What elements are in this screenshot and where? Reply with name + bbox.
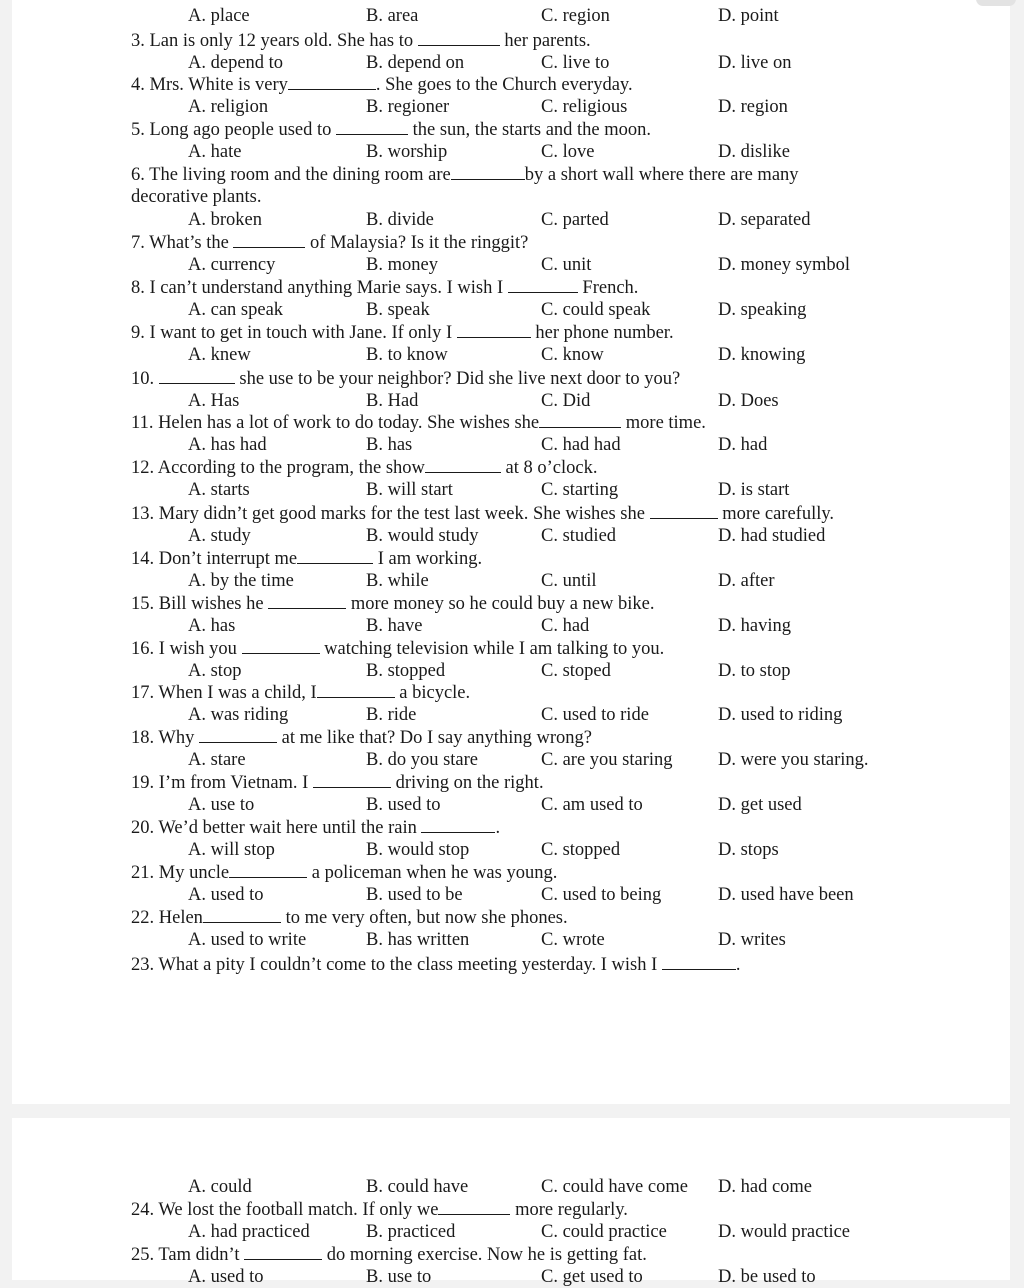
question-text: 6. The living room and the dining room are: [131, 165, 451, 185]
option-a: A. starts: [188, 480, 250, 500]
option-d: D. point: [718, 6, 779, 26]
question-8-stem: [131, 276, 638, 299]
question-text: 25. Tam didn’t: [131, 1245, 245, 1265]
option-d: D. region: [718, 97, 788, 117]
option-c: C. know: [541, 345, 604, 365]
question-4-stem: [131, 73, 633, 96]
answer-blank: [662, 953, 736, 970]
option-c: C. could speak: [541, 300, 651, 320]
option-a: A. currency: [188, 255, 276, 275]
option-d: D. to stop: [718, 661, 791, 681]
question-text: 19. I’m from Vietnam. I: [131, 773, 313, 793]
option-a: A. use to: [188, 795, 255, 815]
option-c: C. had had: [541, 435, 621, 455]
question-24-stem: [131, 1198, 628, 1221]
corner-shadow: [976, 0, 1016, 6]
option-d: D. speaking: [718, 300, 807, 320]
option-d: D. had: [718, 435, 768, 455]
option-a: A. could: [188, 1177, 252, 1197]
option-c: C. could practice: [541, 1222, 667, 1242]
option-d: D. dislike: [718, 142, 790, 162]
answer-blank: [457, 321, 531, 338]
option-b: B. will start: [366, 480, 453, 500]
option-a: A. has: [188, 616, 236, 636]
option-b: B. used to be: [366, 885, 463, 905]
option-b: B. practiced: [366, 1222, 456, 1242]
option-a: A. used to: [188, 885, 264, 905]
question-22-stem: [131, 906, 568, 929]
question-17-stem: [131, 681, 470, 704]
question-text: more carefully.: [717, 504, 835, 524]
option-c: C. Did: [541, 391, 591, 411]
option-a: A. place: [188, 6, 250, 26]
question-text: 24. We lost the football match. If only we: [131, 1200, 439, 1220]
question-text: 22. Helen: [131, 908, 203, 928]
option-c: C. had: [541, 616, 590, 636]
option-a: A. by the time: [188, 571, 294, 591]
option-c: C. stoped: [541, 661, 611, 681]
question-20-stem: [131, 816, 500, 839]
worksheet-page-2: [12, 1118, 1010, 1287]
question-6-stem: [131, 163, 799, 186]
option-c: C. used to ride: [541, 705, 649, 725]
option-c: C. am used to: [541, 795, 643, 815]
option-d: D. having: [718, 616, 791, 636]
option-a: A. hate: [188, 142, 242, 162]
option-b: B. use to: [366, 1267, 432, 1287]
question-text: 8. I can’t understand anything Marie says. I wish I: [131, 278, 508, 298]
option-a: A. will stop: [188, 840, 275, 860]
option-b: B. Had: [366, 391, 419, 411]
question-text: by a short wall where there are many: [524, 165, 799, 185]
option-d: D. knowing: [718, 345, 806, 365]
option-d: D. were you staring.: [718, 750, 869, 770]
option-c: C. wrote: [541, 930, 605, 950]
option-c: C. get used to: [541, 1267, 643, 1287]
question-text: 20. We’d better wait here until the rain: [131, 818, 422, 838]
option-b: B. would study: [366, 526, 479, 546]
question-text: 5. Long ago people used to: [131, 120, 336, 140]
question-12-stem: [131, 456, 597, 479]
option-c: C. studied: [541, 526, 617, 546]
question-text: 11. Helen has a lot of work to do today. She wishes she: [131, 413, 540, 433]
question-text: 12. According to the program, the show: [131, 458, 425, 478]
answer-blank: [421, 816, 495, 833]
question-text: 14. Don’t interrupt me: [131, 549, 298, 569]
option-b: B. have: [366, 616, 423, 636]
option-c: C. starting: [541, 480, 619, 500]
option-a: A. Has: [188, 391, 240, 411]
option-d: D. is start: [718, 480, 790, 500]
option-a: A. knew: [188, 345, 251, 365]
question-23-stem: [131, 953, 741, 976]
option-a: A. depend to: [188, 53, 284, 73]
question-text: I am working.: [373, 549, 483, 569]
question-16-stem: [131, 637, 664, 660]
option-a: A. study: [188, 526, 251, 546]
option-b: B. money: [366, 255, 438, 275]
option-a: A. stare: [188, 750, 246, 770]
option-d: D. get used: [718, 795, 802, 815]
answer-blank: [425, 456, 501, 473]
answer-blank: [451, 163, 525, 180]
question-text: at 8 o’clock.: [500, 458, 598, 478]
option-d: D. after: [718, 571, 775, 591]
option-c: C. could have come: [541, 1177, 688, 1197]
question-text: 23. What a pity I couldn’t come to the class meeting yesterday. I wish I: [131, 955, 662, 975]
answer-blank: [317, 681, 395, 698]
question-21-stem: [131, 861, 557, 884]
question-text: a policeman when he was young.: [307, 863, 558, 883]
question-text: 18. Why: [131, 728, 200, 748]
option-c: C. stopped: [541, 840, 621, 860]
answer-blank: [159, 367, 235, 384]
answer-blank: [313, 771, 391, 788]
question-text: driving on the right.: [390, 773, 544, 793]
answer-blank: [229, 861, 307, 878]
option-b: B. depend on: [366, 53, 465, 73]
question-7-stem: [131, 231, 528, 254]
option-c: C. until: [541, 571, 597, 591]
question-15-stem: [131, 592, 654, 615]
question-13-stem: [131, 502, 834, 525]
question-18-stem: [131, 726, 592, 749]
question-text: her phone number.: [530, 323, 674, 343]
option-b: B. stopped: [366, 661, 446, 681]
answer-blank: [233, 231, 305, 248]
question-9-stem: [131, 321, 674, 344]
answer-blank: [242, 637, 320, 654]
option-a: A. religion: [188, 97, 269, 117]
option-c: C. love: [541, 142, 595, 162]
answer-blank: [336, 118, 408, 135]
question-text: her parents.: [499, 31, 591, 51]
option-d: D. would practice: [718, 1222, 851, 1242]
option-d: D. had come: [718, 1177, 813, 1197]
option-c: C. are you staring: [541, 750, 673, 770]
option-d: D. stops: [718, 840, 779, 860]
option-d: D. had studied: [718, 526, 826, 546]
question-text: the sun, the starts and the moon.: [408, 120, 652, 140]
option-b: B. speak: [366, 300, 430, 320]
question-text: more regularly.: [510, 1200, 628, 1220]
question-text: 9. I want to get in touch with Jane. If only I: [131, 323, 457, 343]
answer-blank: [297, 547, 373, 564]
question-text: more money so he could buy a new bike.: [346, 594, 655, 614]
question-text: 4. Mrs. White is very: [131, 75, 288, 95]
question-14-stem: [131, 547, 482, 570]
question-text: of Malaysia? Is it the ringgit?: [305, 233, 529, 253]
option-d: D. money symbol: [718, 255, 851, 275]
option-d: D. separated: [718, 210, 811, 230]
answer-blank: [268, 592, 346, 609]
answer-blank: [203, 906, 281, 923]
question-5-stem: [131, 118, 651, 141]
answer-blank: [650, 502, 718, 519]
question-text: do morning exercise. Now he is getting fat.: [322, 1245, 647, 1265]
option-b: B. to know: [366, 345, 448, 365]
option-d: D. Does: [718, 391, 779, 411]
option-d: D. be used to: [718, 1267, 816, 1287]
option-a: A. had practiced: [188, 1222, 310, 1242]
question-text: .: [735, 955, 741, 975]
question-text: watching television while I am talking to you.: [319, 639, 665, 659]
question-text: at me like that? Do I say anything wrong?: [277, 728, 592, 748]
question-text: 13. Mary didn’t get good marks for the test last week. She wishes she: [131, 504, 650, 524]
question-text: 15. Bill wishes he: [131, 594, 269, 614]
option-b: B. while: [366, 571, 429, 591]
option-a: A. stop: [188, 661, 242, 681]
question-text: more time.: [621, 413, 706, 433]
answer-blank: [418, 29, 500, 46]
option-a: A. can speak: [188, 300, 284, 320]
option-a: A. has had: [188, 435, 267, 455]
question-25-stem: [131, 1243, 647, 1266]
question-text: she use to be your neighbor? Did she live next door to you?: [234, 369, 681, 389]
option-b: B. regioner: [366, 97, 450, 117]
option-b: B. could have: [366, 1177, 469, 1197]
option-b: B. do you stare: [366, 750, 479, 770]
question-text: French.: [577, 278, 639, 298]
option-d: D. used to riding: [718, 705, 843, 725]
question-6-stem-cont: decorative plants.: [131, 187, 262, 207]
option-c: C. unit: [541, 255, 592, 275]
option-c: C. used to being: [541, 885, 662, 905]
answer-blank: [508, 276, 578, 293]
question-text: a bicycle.: [394, 683, 471, 703]
question-text: .: [495, 818, 501, 838]
question-text: 16. I wish you: [131, 639, 242, 659]
question-19-stem: [131, 771, 544, 794]
question-text: 3. Lan is only 12 years old. She has to: [131, 31, 418, 51]
question-text: 10.: [131, 369, 159, 389]
question-11-stem: [131, 411, 706, 434]
option-b: B. area: [366, 6, 419, 26]
option-a: A. used to write: [188, 930, 307, 950]
option-a: A. used to: [188, 1267, 264, 1287]
option-b: B. has: [366, 435, 413, 455]
option-b: B. ride: [366, 705, 417, 725]
option-a: A. was riding: [188, 705, 289, 725]
answer-blank: [438, 1198, 510, 1215]
option-b: B. divide: [366, 210, 434, 230]
option-c: C. region: [541, 6, 610, 26]
question-10-stem: [131, 367, 680, 390]
option-d: D. live on: [718, 53, 792, 73]
answer-blank: [244, 1243, 322, 1260]
option-b: B. worship: [366, 142, 448, 162]
option-a: A. broken: [188, 210, 262, 230]
question-text: 21. My uncle: [131, 863, 230, 883]
option-c: C. parted: [541, 210, 609, 230]
option-d: D. writes: [718, 930, 786, 950]
question-3-stem: [131, 29, 591, 52]
option-b: B. would stop: [366, 840, 470, 860]
answer-blank: [288, 73, 376, 90]
question-text: 7. What’s the: [131, 233, 234, 253]
option-c: C. live to: [541, 53, 610, 73]
option-c: C. religious: [541, 97, 628, 117]
question-text: . She goes to the Church everyday.: [375, 75, 633, 95]
answer-blank: [199, 726, 277, 743]
option-b: B. has written: [366, 930, 470, 950]
answer-blank: [539, 411, 621, 428]
option-b: B. used to: [366, 795, 441, 815]
option-d: D. used have been: [718, 885, 854, 905]
question-text: to me very often, but now she phones.: [280, 908, 568, 928]
worksheet-page-1: [12, 0, 1010, 1104]
question-text: 17. When I was a child, I: [131, 683, 317, 703]
